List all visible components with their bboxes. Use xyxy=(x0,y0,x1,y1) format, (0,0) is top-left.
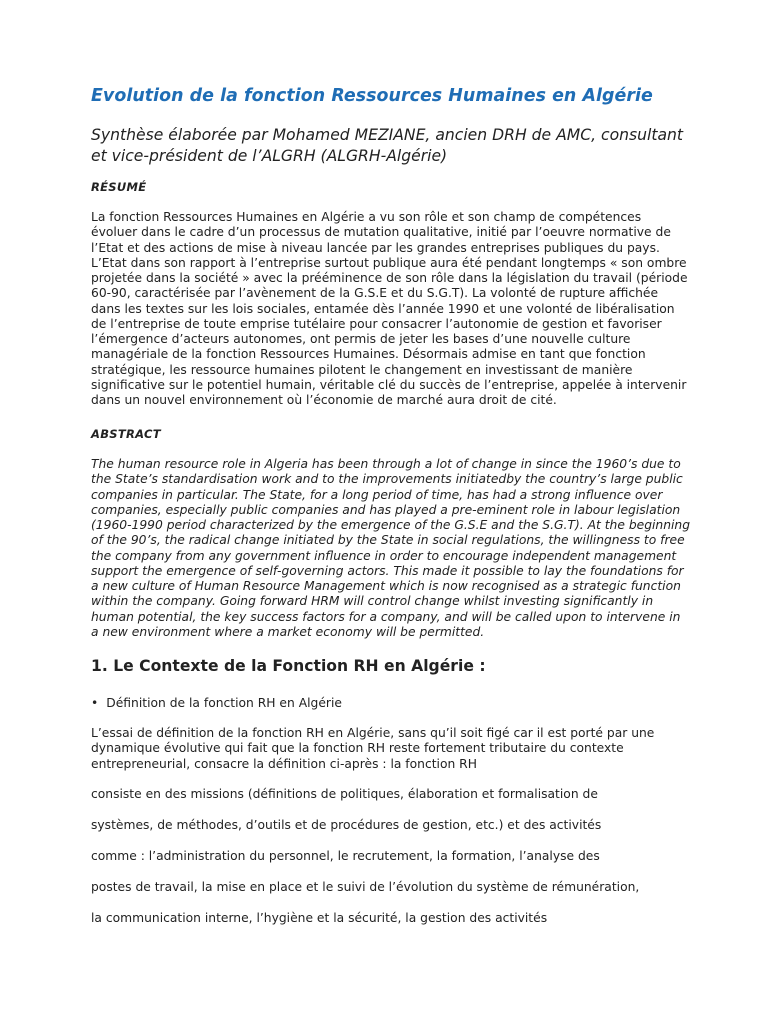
bullet-text: Définition de la fonction RH en Algérie xyxy=(106,696,342,710)
document-subtitle: Synthèse élaborée par Mohamed MEZIANE, ancien DRH de AMC, consultant et vice-président de l’ALGRH (ALGRH-Algérie) xyxy=(91,126,684,165)
body-line: postes de travail, la mise en place et le suivi de l’évolution du système de rémunération, xyxy=(91,880,640,894)
abstract-paragraph: The human resource role in Algeria has been through a lot of change in since the 1960’s due to the State’s standardisation work and to the improvements initiatedby the country’s large public companies in particular. The State, for a long period of time, has had a strong influence over companies, especially public companies and has played a pre-eminent role in labour legislation (1960-1990 period characterized by the emergence of the G.S.E and the S.G.T). At the beginning of the 90’s, the radical change initiated by the State in social regulations, the willingness to free the company from any government influence in order to encourage independent management support the emergence of self-governing actors. This made it possible to lay the foundations for a new culture of Human Resource Management which is now recognised as a strategic function within the company. Going forward HRM will control change whilst investing significantly in human potential, the key success factors for a company, and will be called upon to intervene in a new environment where a market economy will be permitted. xyxy=(91,457,691,639)
document-title: Evolution de la fonction Ressources Humaines en Algérie xyxy=(91,86,653,106)
body-line: la communication interne, l’hygiène et la sécurité, la gestion des activités xyxy=(91,911,548,925)
body-line: comme : l’administration du personnel, le recrutement, la formation, l’analyse des xyxy=(91,849,600,863)
section-1-heading: 1. Le Contexte de la Fonction RH en Algérie : xyxy=(91,657,486,675)
resume-label: RÉSUMÉ xyxy=(91,180,147,194)
bullet-dot-icon: • xyxy=(91,696,99,710)
bullet-item xyxy=(91,696,342,710)
body-line: consiste en des missions (définitions de politiques, élaboration et formalisation de xyxy=(91,787,598,801)
body-line: systèmes, de méthodes, d’outils et de procédures de gestion, etc.) et des activités xyxy=(91,818,602,832)
resume-paragraph: La fonction Ressources Humaines en Algérie a vu son rôle et son champ de compétences évoluer dans le cadre d’un processus de mutation qualitative, initié par l’oeuvre normative de l’Etat et des actions de mise à niveau lancée par les grandes entreprises publiques du pays. L’Etat dans son rapport à l’entreprise surtout publique aura été pendant longtemps « son ombre projetée dans la société » avec la prééminence de son rôle dans la législation du travail (période 60-90, caractérisée par l’avènement de la G.S.E et du S.G.T). La volonté de rupture affichée dans les textes sur les lois sociales, entamée dès l’année 1990 et une volonté de libéralisation de l’entreprise de toute emprise tutélaire pour consacrer l’autonomie de gestion et favoriser l’émergence d’acteurs autonomes, ont permis de jeter les bases d’une nouvelle culture managériale de la fonction Ressources Humaines. Désormais admise en tant que fonction stratégique, les ressource humaines pilotent le changement en investissant de manière significative sur le potentiel humain, véritable clé du succès de l’entreprise, appelée à intervenir dans un nouvel environnement où l’économie de marché aura droit de cité. xyxy=(91,210,688,407)
abstract-label: ABSTRACT xyxy=(91,427,161,441)
definition-paragraph: L’essai de définition de la fonction RH en Algérie, sans qu’il soit figé car il est porté par une dynamique évolutive qui fait que la fonction RH reste fortement tributaire du contexte entrepreneurial, consacre la définition ci-après : la fonction RH xyxy=(91,726,655,771)
